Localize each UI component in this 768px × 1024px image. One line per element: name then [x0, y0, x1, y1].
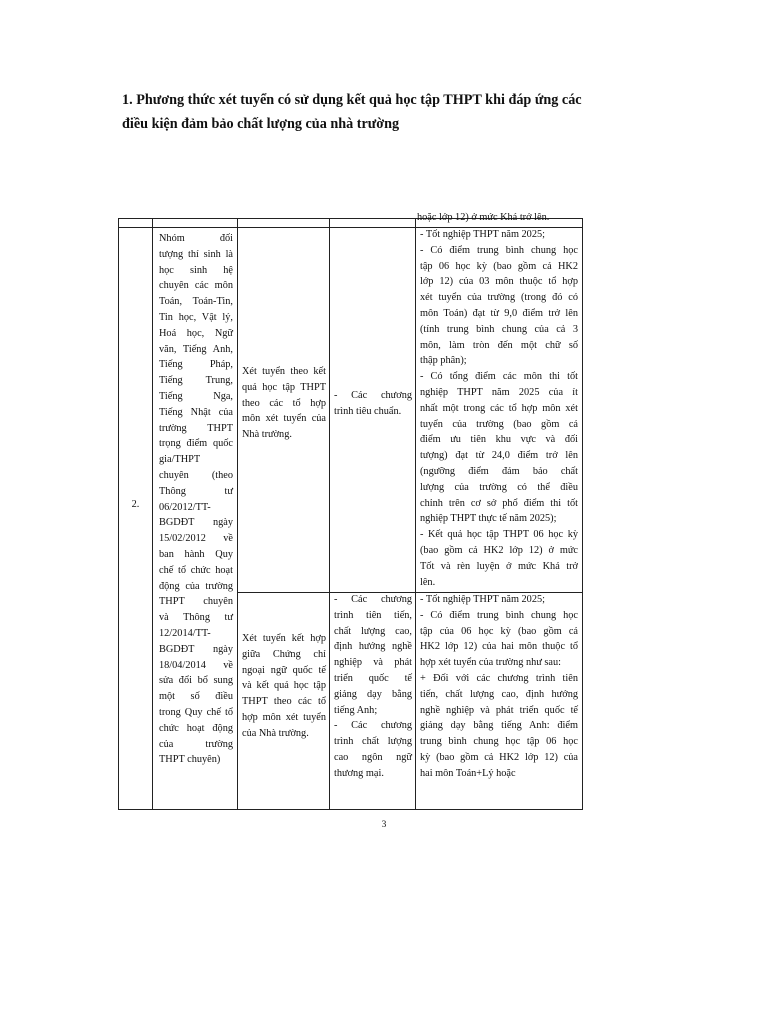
cell-line: - Tốt nghiệp THPT năm 2025; — [420, 594, 545, 605]
cell-line: giảng dạy bằng — [334, 688, 412, 700]
cell-line: (tính trung bình chung của cả 3 — [420, 323, 578, 335]
cell-line: điểm ưu tiên khu vực và đối — [420, 434, 578, 446]
cell-line: Xét tuyển kết hợp — [242, 633, 326, 644]
admission-table — [118, 212, 583, 810]
cell-line: chuyên các môn — [159, 280, 233, 292]
cell-line: định hướng nghề — [334, 641, 412, 653]
method-2-name-cell — [242, 631, 326, 742]
cell-line: BGDĐT ngày — [159, 517, 233, 529]
cell-line: BGDĐT ngày — [159, 643, 233, 655]
cell-line: hai môn Toán+Lý hoặc — [420, 767, 516, 779]
method-1-program-cell — [334, 388, 412, 420]
cell-line: Tiếng Trung, — [159, 375, 233, 387]
cell-line: trình tiêu chuẩn. — [334, 405, 402, 417]
cell-line: học sinh hệ — [159, 264, 233, 276]
cell-line: 18/04/2014 về — [159, 659, 233, 671]
cell-line: quả học tập THPT — [242, 381, 326, 393]
method-1-conditions-cell — [420, 227, 578, 590]
cell-line: tượng) đạt từ 24,0 điểm trở lên — [420, 450, 578, 462]
cell-line: theo các tổ hợp — [242, 397, 326, 409]
cell-line: - Các chương — [334, 594, 412, 605]
cell-line: kỳ (bao gồm cả HK2 lớp 12) của — [420, 751, 578, 763]
cell-line: sửa đổi bổ sung — [159, 675, 233, 687]
cell-line: lớp 12) của 03 môn thuộc tổ hợp — [420, 276, 578, 288]
cell-line: trong Quy chế tổ — [159, 706, 233, 718]
column-divider — [152, 219, 153, 809]
cell-line: 15/02/2012 về — [159, 533, 233, 545]
cell-line: giữa Chứng chỉ — [242, 648, 326, 660]
cell-line: văn, Tiếng Anh, — [159, 343, 233, 355]
row-number: 2. — [131, 499, 140, 510]
cell-line: chế tổ chức hoạt — [159, 564, 233, 576]
cutoff-previous-row-text: hoặc lớp 12) ở mức Khá trở lên. — [417, 212, 550, 223]
cell-line: giảng dạy bằng tiếng Anh: điểm — [420, 720, 578, 732]
cell-line: nghiệp và phát — [334, 657, 412, 669]
cell-line: xét tuyển của trường (trong đó có — [420, 292, 578, 304]
cell-line: chất lượng cao, — [334, 625, 412, 637]
cell-line: môn xét tuyển của — [242, 413, 326, 425]
cell-line: Tiếng Nga, — [159, 390, 233, 402]
column-divider — [237, 219, 238, 809]
cell-line: + Đối với các chương trình tiên — [420, 672, 578, 684]
method-1-name-cell — [242, 364, 326, 443]
cell-line: 06/2012/TT- — [159, 501, 211, 513]
method-2-conditions-cell — [420, 592, 578, 782]
cell-line: (ngưỡng điểm đảm bảo chất — [420, 465, 578, 477]
cell-line: - Có tổng điểm các môn thi tốt — [420, 371, 578, 383]
cell-line: (bao gồm cả HK2 lớp 12) ở mức — [420, 544, 578, 556]
column-divider — [415, 219, 416, 809]
cell-line: nghiệp THPT thực tế năm 2025); — [420, 513, 557, 525]
cell-line: chuyên (theo — [159, 469, 233, 481]
cell-line: chỉnh trên cơ sở phổ điểm thi tốt — [420, 497, 578, 509]
cell-line: Tiếng Nhật của — [159, 406, 233, 418]
cell-line: nghiệp THPT năm 2025 của ít — [420, 386, 578, 398]
cell-line: của Nhà trường. — [242, 727, 309, 739]
target-group-cell — [159, 231, 233, 768]
cell-line: một số điều — [159, 691, 233, 703]
cell-line: trung bình chung học tập 06 học — [420, 736, 578, 748]
cell-line: và kết quả học tập — [242, 680, 326, 692]
cell-line: môn, làm tròn đến một chữ số — [420, 339, 578, 351]
cell-line: trình tiên tiến, — [334, 609, 412, 621]
heading-line-2: điều kiện đảm bảo chất lượng của nhà trường — [122, 116, 400, 132]
cell-line: ngoại ngữ quốc tế — [242, 664, 326, 676]
cell-line: - Các chương — [334, 720, 412, 732]
cell-line: tượng thí sinh là — [159, 248, 233, 260]
cell-line: THPT chuyên) — [159, 754, 221, 766]
cell-line: Thông tư — [159, 485, 233, 497]
cell-line: trường THPT — [159, 422, 233, 434]
cell-line: Toán, Toán-Tin, — [159, 296, 233, 308]
cell-line: gia/THPT — [159, 454, 201, 466]
cell-line: thập phân); — [420, 355, 467, 367]
cell-line: THPT theo các tổ — [242, 696, 326, 708]
column-divider — [329, 219, 330, 809]
cell-line: Tin học, Vật lý, — [159, 311, 233, 323]
cell-line: và Thông tư — [159, 612, 233, 624]
cell-line: động của trường — [159, 580, 233, 592]
cell-line: lên. — [420, 576, 436, 588]
cell-line: thương mại. — [334, 767, 384, 779]
heading-line-1: 1. Phương thức xét tuyển có sử dụng kết quả học tập THPT khi đáp ứng các — [122, 92, 582, 108]
cell-line: THPT chuyên — [159, 596, 233, 608]
cell-line: môn Toán) đạt từ 9,0 điểm trở lên — [420, 307, 578, 319]
cell-line: của trường — [159, 738, 233, 750]
cell-line: hợp xét tuyển của trường như sau: — [420, 657, 562, 669]
cell-line: ban hành Quy — [159, 548, 233, 560]
cell-line: Nhà trường. — [242, 429, 292, 441]
cell-line: nghề nghiệp và phát triển quốc tế — [420, 704, 578, 716]
cell-line: trình chất lượng — [334, 736, 412, 748]
cell-line: tập 06 học kỳ (bao gồm cả HK2 — [420, 260, 578, 272]
cell-line: trọng điểm quốc — [159, 438, 233, 450]
cell-line: 12/2014/TT- — [159, 627, 211, 639]
method-2-program-cell — [334, 592, 412, 782]
cell-line: - Kết quả học tập THPT 06 học kỳ — [420, 529, 578, 541]
cell-line: Hoá học, Ngữ — [159, 327, 233, 339]
cell-line: nhất một trong các tổ hợp môn xét — [420, 402, 578, 414]
cell-line: tiến, chất lượng cao, định hướng — [420, 688, 578, 700]
cell-line: lượng của trường có thể điều — [420, 481, 578, 493]
cell-line: tập của 06 học kỳ (bao gồm cả — [420, 625, 578, 637]
cell-line: cao ngôn ngữ — [334, 751, 412, 763]
cell-line: Tốt và rèn luyện ở mức Khá trở — [420, 560, 578, 572]
cell-line: - Các chương — [334, 390, 412, 401]
page-number: 3 — [381, 820, 387, 830]
cell-line: tuyển của trường (bao gồm cả — [420, 418, 578, 430]
cell-line: Nhóm đối — [159, 233, 233, 244]
cell-line: Tiếng Pháp, — [159, 359, 233, 371]
cell-line: Xét tuyển theo kết — [242, 366, 326, 377]
cell-line: triển quốc tế — [334, 672, 412, 684]
cell-line: HK2 lớp 12) của hai môn thuộc tổ — [420, 641, 578, 653]
cell-line: - Có điểm trung bình chung học — [420, 244, 578, 256]
cell-line: hợp môn xét tuyển — [242, 711, 326, 723]
cell-line: - Tốt nghiệp THPT năm 2025; — [420, 229, 545, 240]
cell-line: - Có điểm trung bình chung học — [420, 609, 578, 621]
cell-line: chức hoạt động — [159, 722, 233, 734]
cell-line: tiếng Anh; — [334, 704, 378, 716]
section-heading — [122, 88, 662, 136]
